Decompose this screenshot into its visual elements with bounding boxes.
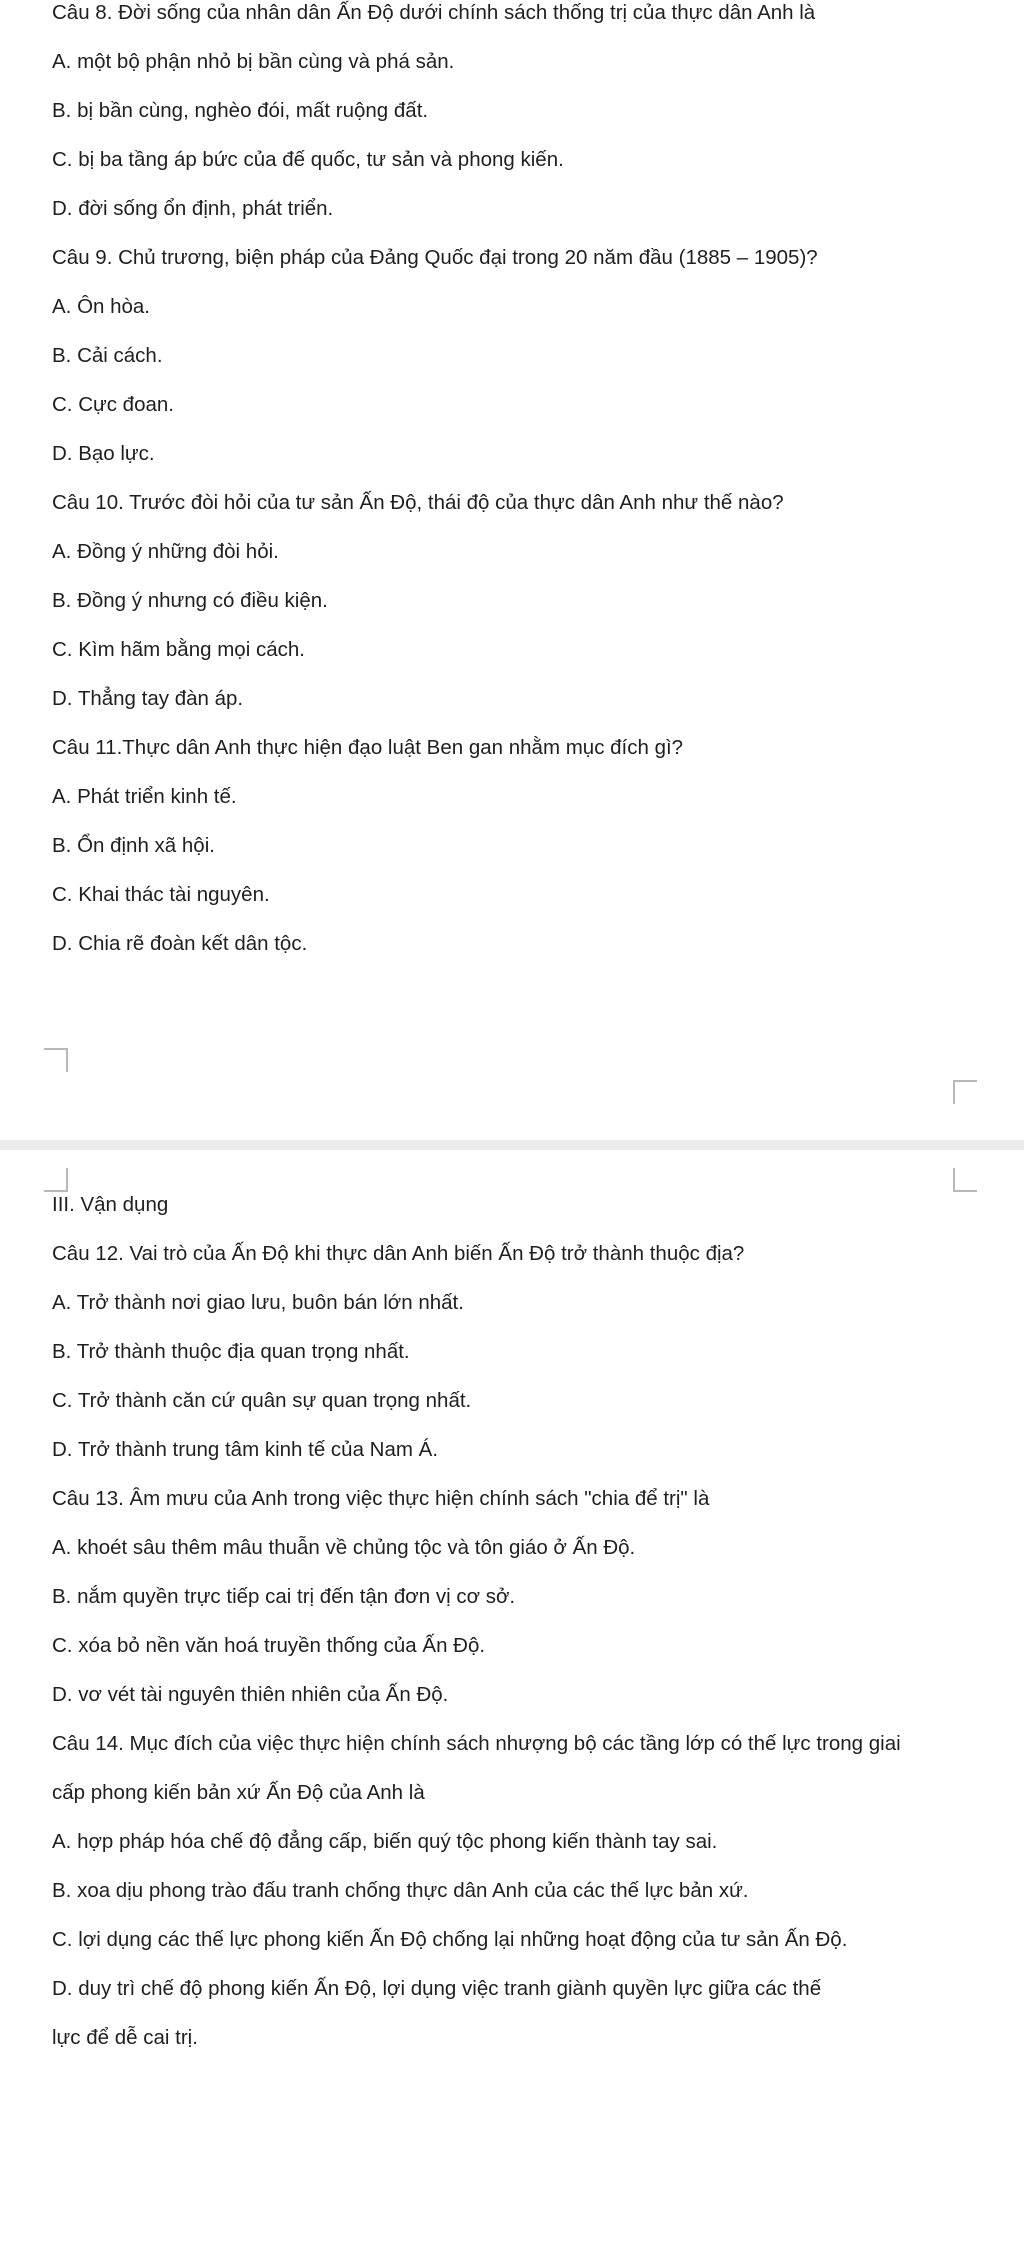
- corner-mark: [953, 1080, 977, 1104]
- question-9-option-a: A. Ôn hòa.: [52, 295, 151, 318]
- question-13-option-a: A. khoét sâu thêm mâu thuẫn về chủng tộc và tôn giáo ở Ấn Độ.: [52, 1536, 636, 1559]
- question-11-option-b: B. Ổn định xã hội.: [52, 834, 215, 857]
- document-section-bottom: [0, 1160, 1024, 2247]
- question-12-option-b: B. Trở thành thuộc địa quan trọng nhất.: [52, 1340, 410, 1363]
- question-8-option-b: B. bị bần cùng, nghèo đói, mất ruộng đất.: [52, 99, 429, 122]
- question-8-option-c: C. bị ba tầng áp bức của đế quốc, tư sản và phong kiến.: [52, 148, 564, 171]
- question-13-option-d: D. vơ vét tài nguyên thiên nhiên của Ấn Độ.: [52, 1683, 449, 1706]
- question-9-option-b: B. Cải cách.: [52, 344, 163, 367]
- question-12-option-c: C. Trở thành căn cứ quân sự quan trọng nhất.: [52, 1389, 472, 1412]
- corner-mark: [44, 1048, 68, 1072]
- question-14-option-c: C. lợi dụng các thế lực phong kiến Ấn Độ chống lại những hoạt động của tư sản Ấn Độ.: [52, 1928, 848, 1951]
- question-8-option-d: D. đời sống ổn định, phát triển.: [52, 197, 334, 220]
- question-14-option-a: A. hợp pháp hóa chế độ đẳng cấp, biến quý tộc phong kiến thành tay sai.: [52, 1830, 718, 1853]
- question-11-stem: Câu 11.Thực dân Anh thực hiện đạo luật Ben gan nhằm mục đích gì?: [52, 736, 684, 759]
- question-10-option-a: A. Đồng ý những đòi hỏi.: [52, 540, 279, 563]
- question-11-option-d: D. Chia rẽ đoàn kết dân tộc.: [52, 932, 308, 955]
- questions-block-bottom: [52, 1192, 952, 2074]
- section-divider: [0, 1140, 1024, 1150]
- question-14-stem: Câu 14. Mục đích của việc thực hiện chính sách nhượng bộ các tầng lớp có thế lực trong giai: [52, 1732, 901, 1755]
- question-13-option-c: C. xóa bỏ nền văn hoá truyền thống của Ấn Độ.: [52, 1634, 486, 1657]
- question-9-stem: Câu 9. Chủ trương, biện pháp của Đảng Quốc đại trong 20 năm đầu (1885 – 1905)?: [52, 246, 818, 269]
- question-9-option-c: C. Cực đoan.: [52, 393, 174, 416]
- question-13-option-b: B. nắm quyền trực tiếp cai trị đến tận đơn vị cơ sở.: [52, 1585, 516, 1608]
- question-10-option-c: C. Kìm hãm bằng mọi cách.: [52, 638, 305, 661]
- question-11-option-c: C. Khai thác tài nguyên.: [52, 883, 270, 906]
- questions-block-top: [52, 0, 952, 980]
- question-10-option-b: B. Đồng ý nhưng có điều kiện.: [52, 589, 328, 612]
- question-11-option-a: A. Phát triển kinh tế.: [52, 785, 237, 808]
- question-14-option-d-continued: lực để dễ cai trị.: [52, 2026, 198, 2049]
- question-14-stem-continued: cấp phong kiến bản xứ Ấn Độ của Anh là: [52, 1781, 425, 1804]
- question-12-option-a: A. Trở thành nơi giao lưu, buôn bán lớn nhất.: [52, 1291, 464, 1314]
- section-title: III. Vận dụng: [52, 1193, 169, 1216]
- question-12-option-d: D. Trở thành trung tâm kinh tế của Nam Á.: [52, 1438, 439, 1461]
- question-9-option-d: D. Bạo lực.: [52, 442, 155, 465]
- question-10-stem: Câu 10. Trước đòi hỏi của tư sản Ấn Độ, thái độ của thực dân Anh như thế nào?: [52, 491, 784, 514]
- question-13-stem: Câu 13. Âm mưu của Anh trong việc thực hiện chính sách "chia để trị" là: [52, 1487, 710, 1510]
- question-8-option-a: A. một bộ phận nhỏ bị bần cùng và phá sản.: [52, 50, 455, 73]
- question-12-stem: Câu 12. Vai trò của Ấn Độ khi thực dân Anh biến Ấn Độ trở thành thuộc địa?: [52, 1242, 745, 1265]
- question-10-option-d: D. Thẳng tay đàn áp.: [52, 687, 244, 710]
- question-8-stem: Câu 8. Đời sống của nhân dân Ấn Độ dưới chính sách thống trị của thực dân Anh là: [52, 1, 816, 24]
- question-14-option-d: D. duy trì chế độ phong kiến Ấn Độ, lợi dụng việc tranh giành quyền lực giữa các thế: [52, 1977, 822, 2000]
- question-14-option-b: B. xoa dịu phong trào đấu tranh chống thực dân Anh của các thế lực bản xứ.: [52, 1879, 749, 1902]
